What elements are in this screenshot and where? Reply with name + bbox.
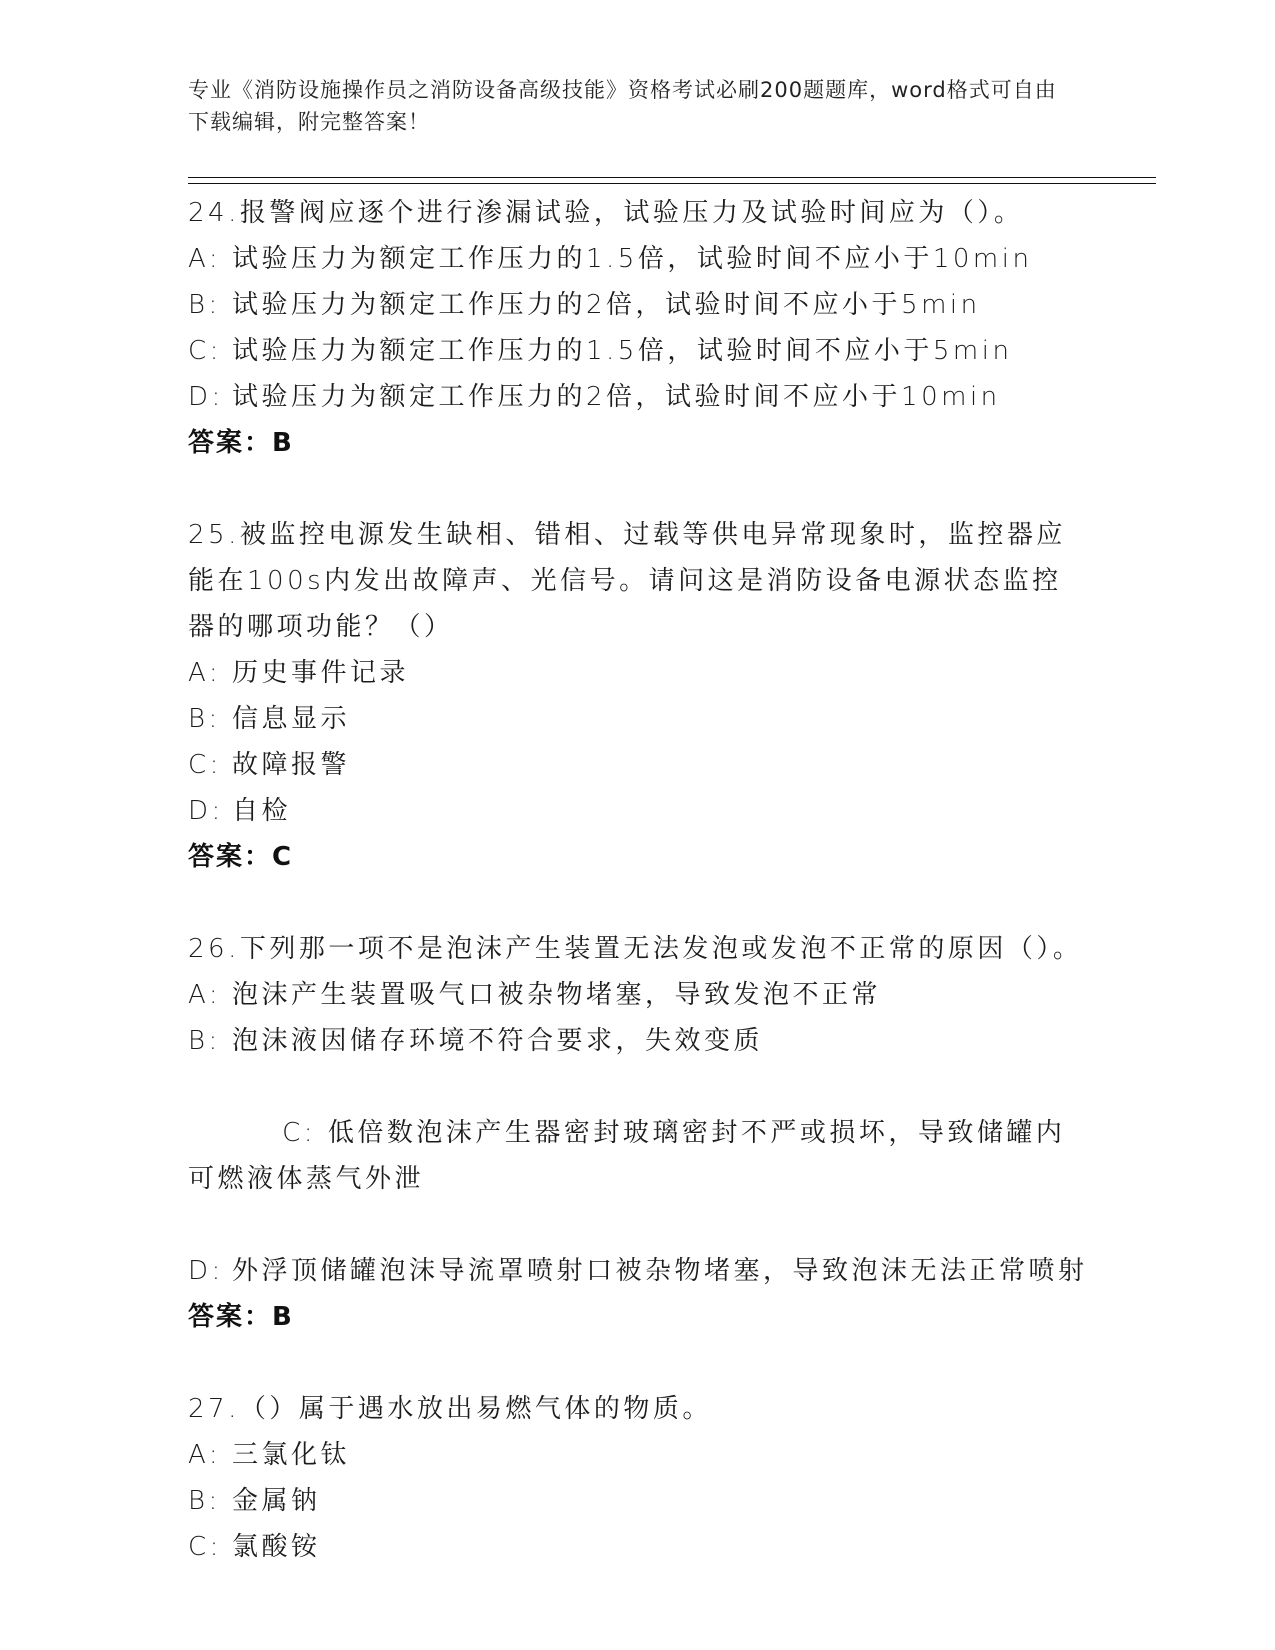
option-text: 泡沫产生装置吸气口被杂物堵塞，导致发泡不正常 [232, 980, 882, 1010]
option-text: 试验压力为额定工作压力的2倍，试验时间不应小于10min [232, 382, 1001, 412]
question-list [188, 190, 1088, 1616]
option-key: B: [188, 1026, 221, 1056]
option-text: 泡沫液因储存环境不符合要求，失效变质 [232, 1026, 764, 1056]
option-d [188, 1248, 1088, 1294]
option-a [188, 1432, 1088, 1478]
option-text: 试验压力为额定工作压力的1.5倍，试验时间不应小于10min [232, 244, 1033, 274]
answer-label: 答案：B [188, 428, 294, 458]
option-key: A: [188, 1440, 222, 1470]
option-c [188, 742, 1088, 788]
answer-label: 答案：C [188, 842, 294, 872]
option-text: 低倍数泡沫产生器密封玻璃密封不严或损坏，导致储罐内可燃液体蒸气外泄 [188, 1118, 1066, 1194]
answer-label: 答案：B [188, 1302, 294, 1332]
option-key: D: [188, 382, 224, 412]
question-stem: 27.（）属于遇水放出易燃气体的物质。 [188, 1394, 712, 1424]
option-key: B: [188, 290, 221, 320]
option-key: A: [188, 244, 222, 274]
option-d [188, 374, 1088, 420]
option-key: A: [188, 658, 222, 688]
option-text: 氯酸铵 [232, 1532, 321, 1562]
header-divider-bottom [188, 183, 1156, 184]
option-key: C: [188, 750, 222, 780]
question-stem: 24.报警阀应逐个进行渗漏试验，试验压力及试验时间应为（）。 [188, 198, 1024, 228]
option-text: 试验压力为额定工作压力的2倍，试验时间不应小于5min [232, 290, 981, 320]
document-header: 专业《消防设施操作员之消防设备高级技能》资格考试必刷200题题库，word格式可自由下载编辑，附完整答案！ [188, 78, 1057, 134]
option-key: C: [188, 1532, 222, 1562]
option-text: 历史事件记录 [232, 658, 410, 688]
option-text: 试验压力为额定工作压力的1.5倍，试验时间不应小于5min [232, 336, 1013, 366]
option-key: C: [188, 336, 222, 366]
option-a [188, 972, 1088, 1018]
question-27 [188, 1386, 1088, 1570]
question-25 [188, 512, 1088, 880]
option-b [188, 282, 1088, 328]
option-text: 金属钠 [232, 1486, 321, 1516]
option-d [188, 788, 1088, 834]
option-key: C: [282, 1118, 328, 1148]
option-c [188, 328, 1088, 374]
option-b [188, 696, 1088, 742]
header-divider-top [188, 177, 1156, 178]
option-key: A: [188, 980, 222, 1010]
option-text: 自检 [232, 796, 292, 826]
question-stem: 26.下列那一项不是泡沫产生装置无法发泡或发泡不正常的原因（）。 [188, 934, 1083, 964]
option-text: 信息显示 [232, 704, 351, 734]
option-b [188, 1018, 1088, 1064]
option-c [188, 1064, 1088, 1248]
question-24 [188, 190, 1088, 466]
option-b [188, 1478, 1088, 1524]
option-key: B: [188, 704, 221, 734]
question-26 [188, 926, 1088, 1340]
option-key: B: [188, 1486, 221, 1516]
option-key: D: [188, 1256, 224, 1286]
option-key: D: [188, 796, 224, 826]
option-a [188, 650, 1088, 696]
option-a [188, 236, 1088, 282]
option-text: 三氯化钛 [232, 1440, 351, 1470]
option-text: 故障报警 [232, 750, 351, 780]
option-text: 外浮顶储罐泡沫导流罩喷射口被杂物堵塞，导致泡沫无法正常喷射 [232, 1256, 1088, 1286]
question-stem: 25.被监控电源发生缺相、错相、过载等供电异常现象时，监控器应能在100s内发出故障声、光信号。请问这是消防设备电源状态监控器的哪项功能？（） [188, 520, 1066, 642]
option-c [188, 1524, 1088, 1570]
